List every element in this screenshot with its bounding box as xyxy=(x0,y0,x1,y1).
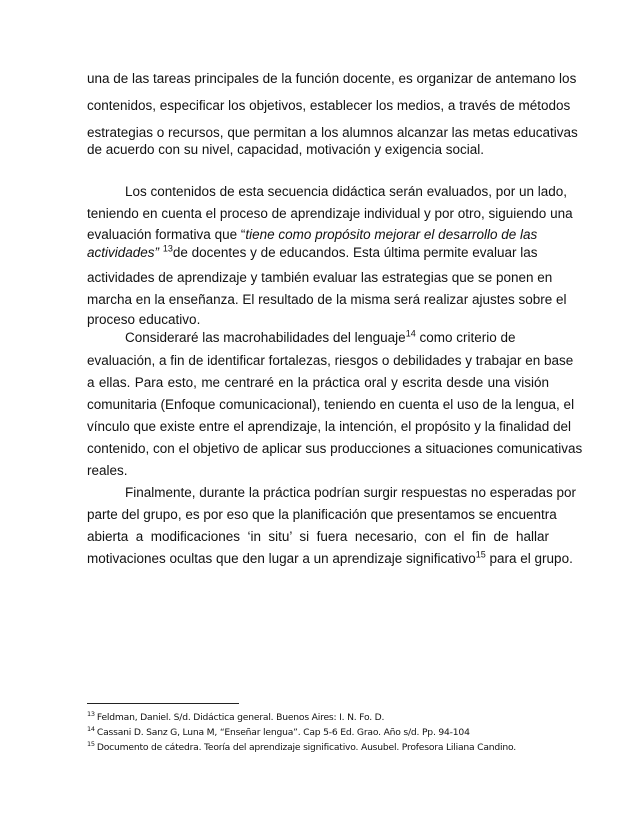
paragraph-2-line-3 xyxy=(87,226,549,243)
paragraph-2-line-7: proceso educativo. xyxy=(87,312,201,327)
footnote-15 xyxy=(87,739,557,754)
quote-text: tiene como propósito mejorar el desarrollo de las xyxy=(245,227,538,242)
paragraph-1-line-3: estrategias o recursos, que permitan a los alumnos alcanzar las metas educativas xyxy=(87,125,578,140)
paragraph-3-line-1 xyxy=(125,329,549,346)
paragraph-4-line-3: abierta a modificaciones ‘in situ’ si fuera necesario, con el fin de hallar xyxy=(87,529,549,544)
paragraph-3-line-3: a ellas. Para esto, me centraré en la práctica oral y escrita desde una visión xyxy=(87,375,549,390)
paragraph-3-line-7: reales. xyxy=(87,463,128,478)
footnote-14 xyxy=(87,724,557,739)
paragraph-3-line-6: contenido, con el objetivo de aplicar sus producciones a situaciones comunicativas xyxy=(87,441,583,456)
paragraph-1-line-1: una de las tareas principales de la función docente, es organizar de antemano los xyxy=(87,71,577,86)
footnote-13-text: Feldman, Daniel. S/d. Didáctica general. Buenos Aires: I. N. Fo. D. xyxy=(96,712,385,723)
paragraph-2-line-6: marcha en la enseñanza. El resultado de la misma será realizar ajustes sobre el xyxy=(87,292,567,307)
footnote-13-number: 13 xyxy=(87,709,95,718)
footnote-13 xyxy=(87,709,557,724)
paragraph-1-line-4: de acuerdo con su nivel, capacidad, motivación y exigencia social. xyxy=(87,142,484,157)
paragraph-2-line-4-rest: de docentes y de educandos. Esta última permite evaluar las xyxy=(172,245,538,260)
paragraph-3-line-5: vínculo que existe entre el aprendizaje, la intención, el propósito y la finalidad del xyxy=(87,419,572,434)
footnote-separator xyxy=(87,703,239,704)
paragraph-1-line-2: contenidos, especificar los objetivos, establecer los medios, a través de métodos xyxy=(87,98,571,113)
paragraph-4-line-1: Finalmente, durante la práctica podrían surgir respuestas no esperadas por xyxy=(125,485,577,500)
paragraph-4-line-4-text: motivaciones ocultas que den lugar a un aprendizaje significativo xyxy=(87,551,476,566)
paragraph-4-line-4 xyxy=(87,549,573,567)
footnote-14-number: 14 xyxy=(87,724,95,733)
quote-end: actividades” xyxy=(87,245,160,260)
paragraph-3-line-4: comunitaria (Enfoque comunicacional), teniendo en cuenta el uso de la lengua, el xyxy=(87,397,575,412)
evaluation-text: evaluación formativa que “ xyxy=(87,227,246,242)
paragraph-2-line-4 xyxy=(87,244,549,261)
footnote-15-number: 15 xyxy=(87,739,95,748)
footnote-ref-14: 14 xyxy=(405,328,416,339)
footnote-ref-13: 13 xyxy=(162,243,173,254)
paragraph-4-line-2: parte del grupo, es por eso que la planificación que presentamos se encuentra xyxy=(87,507,557,522)
footnote-ref-15: 15 xyxy=(475,549,486,560)
paragraph-3-line-2: evaluación, a fin de identificar fortalezas, riesgos o debilidades y trabajar en base xyxy=(87,353,574,368)
paragraph-3-line-1-text: Consideraré las macrohabilidades del lenguaje xyxy=(125,330,406,345)
footnote-14-text: Cassani D. Sanz G, Luna M, “Enseñar lengua”. Cap 5-6 Ed. Grao. Año s/d. Pp. 94-104 xyxy=(96,727,470,738)
paragraph-2-line-1: Los contenidos de esta secuencia didáctica serán evaluados, por un lado, xyxy=(125,184,568,199)
paragraph-4-line-4-rest: para el grupo. xyxy=(485,551,573,566)
footnote-15-text: Documento de cátedra. Teoría del aprendizaje significativo. Ausubel. Profesora Liliana Candino. xyxy=(96,742,517,753)
paragraph-2-line-5: actividades de aprendizaje y también evaluar las estrategias que se ponen en xyxy=(87,270,553,285)
paragraph-2-line-2: teniendo en cuenta el proceso de aprendizaje individual y por otro, siguiendo una xyxy=(87,206,573,221)
paragraph-3-line-1-rest: como criterio de xyxy=(415,330,516,345)
